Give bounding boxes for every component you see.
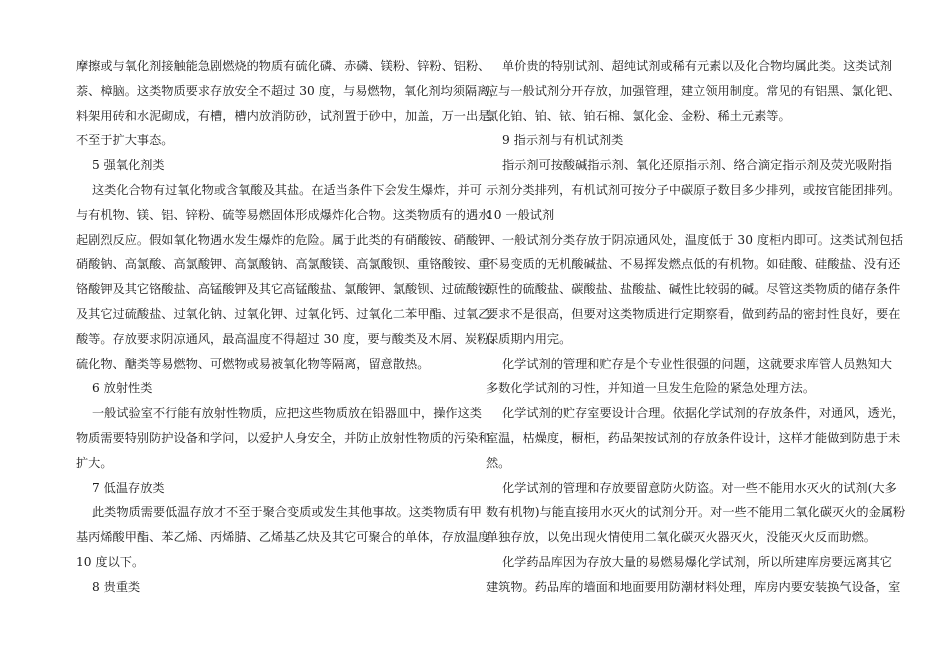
right-text-column	[486, 54, 906, 600]
paragraph-line: 然。	[486, 455, 511, 470]
paragraph-line: 室温，枯燥度，橱柜，药品架按试剂的存放条件设计，这样才能做到防患于未	[486, 430, 901, 445]
paragraph-line: 建筑物。药品库的墙面和地面要用防潮材料处理，库房内要安装换气设备，室	[486, 579, 901, 594]
paragraph-line: 单价贵的特别试剂、超纯试剂或稀有元素以及化合物均属此类。这类试剂	[502, 59, 892, 73]
paragraph-line: 基丙烯酸甲酯、苯乙烯、丙烯腈、乙烯基乙炔及其它可聚合的单体，存放温度	[76, 530, 491, 545]
section-heading: 9 指示剂与有机试剂类	[502, 133, 624, 148]
paragraph-line: 不至于扩大事态。	[76, 133, 174, 148]
paragraph-line: 摩擦或与氧化剂接触能急剧燃烧的物质有硫化磷、赤磷、镁粉、锌粉、铝粉、	[76, 59, 491, 73]
paragraph-line: 多数化学试剂的习性，并知道一旦发生危险的紧急处理方法。	[486, 381, 816, 396]
paragraph-line: 要求不是很高，但要对这类物质进行定期察看，做到药品的密封性良好，要在	[486, 306, 901, 321]
paragraph-line: 物质需要特别防护设备和学问，以爱护人身安全，并防止放射性物质的污染和	[76, 430, 491, 445]
left-text-column	[76, 54, 503, 600]
paragraph-line: 单独存放，以免出现火情使用二氧化碳灭火器灭火，没能灭火反而助燃。	[486, 530, 876, 545]
paragraph-line: 这类化合物有过氧化物或含氧酸及其盐。在适当条件下会发生爆炸，并可	[92, 182, 482, 197]
paragraph-line: 一般试剂分类存放于阴凉通风处，温度低于 30 度柜内即可。这类试剂包括	[502, 232, 904, 247]
paragraph-line: 料架用砖和水泥砌成，有槽，槽内放消防砂，试剂置于砂中，加盖，万一出是	[76, 108, 491, 123]
paragraph-line: 化学试剂的管理和存放要留意防火防盗。对一些不能用水灭火的试剂(大多	[502, 480, 897, 495]
section-heading: 8 贵重类	[92, 579, 141, 594]
paragraph-line: 硝酸钠、高氯酸、高氯酸钾、高氯酸钠、高氯酸镁、高氯酸钡、重铬酸铵、重	[76, 257, 491, 272]
paragraph-line: 酸等。存放要求阴凉通风，最高温度不得超过 30 度，要与酸类及木屑、炭粉、	[76, 331, 502, 346]
section-heading: 10 一般试剂	[486, 207, 555, 222]
paragraph-line: 萘、樟脑。这类物质要求存放安全不超过 30 度，与易燃物，氧化剂均须隔离，	[76, 83, 502, 98]
paragraph-line: 化学试剂的管理和贮存是个专业性很强的问题，这就要求库管人员熟知大	[502, 356, 892, 371]
paragraph-line: 10 度以下。	[76, 554, 145, 569]
paragraph-line: 此类物质需要低温存放才不至于聚合变质或发生其他事故。这类物质有甲	[92, 505, 482, 520]
paragraph-line: 铬酸钾及其它铬酸盐、高锰酸钾及其它高锰酸盐、氯酸钾、氯酸钡、过硫酸铵	[76, 282, 491, 297]
paragraph-line: 及其它过硫酸盐、过氧化钠、过氧化钾、过氧化钙、过氧化二苯甲酯、过氧乙	[76, 306, 491, 321]
paragraph-line: 指示剂可按酸碱指示剂、氧化还原指示剂、络合滴定指示剂及荧光吸附指	[502, 158, 892, 173]
paragraph-line: 数有机物)与能直接用水灭火的试剂分开。对一些不能用二氧化碳灭火的金属粉	[486, 505, 906, 520]
paragraph-line: 与有机物、镁、铝、锌粉、硫等易燃固体形成爆炸化合物。这类物质有的遇水	[76, 207, 491, 222]
paragraph-line: 不易变质的无机酸碱盐、不易挥发燃点低的有机物。如硅酸、硅酸盐、没有还	[486, 257, 901, 272]
paragraph-line: 示剂分类排列，有机试剂可按分子中碳原子数目多少排列，或按官能团排列。	[486, 182, 901, 197]
section-heading: 6 放射性类	[92, 381, 153, 396]
paragraph-line: 硫化物、醣类等易燃物、可燃物或易被氧化物等隔离，留意散热。	[76, 356, 430, 371]
section-heading: 5 强氧化剂类	[92, 158, 165, 173]
paragraph-line: 保质期内用完。	[486, 331, 572, 346]
paragraph-line: 一般试验室不行能有放射性物质，应把这些物质放在铅器皿中，操作这类	[92, 406, 482, 421]
paragraph-line: 扩大。	[76, 455, 113, 470]
paragraph-line: 氯化铂、铂、铱、铂石棉、氯化金、金粉、稀土元素等。	[486, 108, 791, 123]
section-heading: 7 低温存放类	[92, 480, 165, 495]
paragraph-line: 化学药品库因为存放大量的易燃易爆化学试剂，所以所建库房要远离其它	[502, 554, 892, 569]
paragraph-line: 起剧烈反应。假如氧化物遇水发生爆炸的危险。属于此类的有硝酸铵、硝酸钾、	[76, 232, 503, 247]
paragraph-line: 原性的硫酸盐、碳酸盐、盐酸盐、碱性比较弱的碱。尽管这类物质的储存条件	[486, 282, 901, 297]
paragraph-line: 化学试剂的贮存室要设计合理。依据化学试剂的存放条件，对通风，透光，	[502, 406, 905, 421]
paragraph-line: 应与一般试剂分开存放，加强管理，建立领用制度。常见的有铝黑、氯化钯、	[486, 83, 901, 98]
